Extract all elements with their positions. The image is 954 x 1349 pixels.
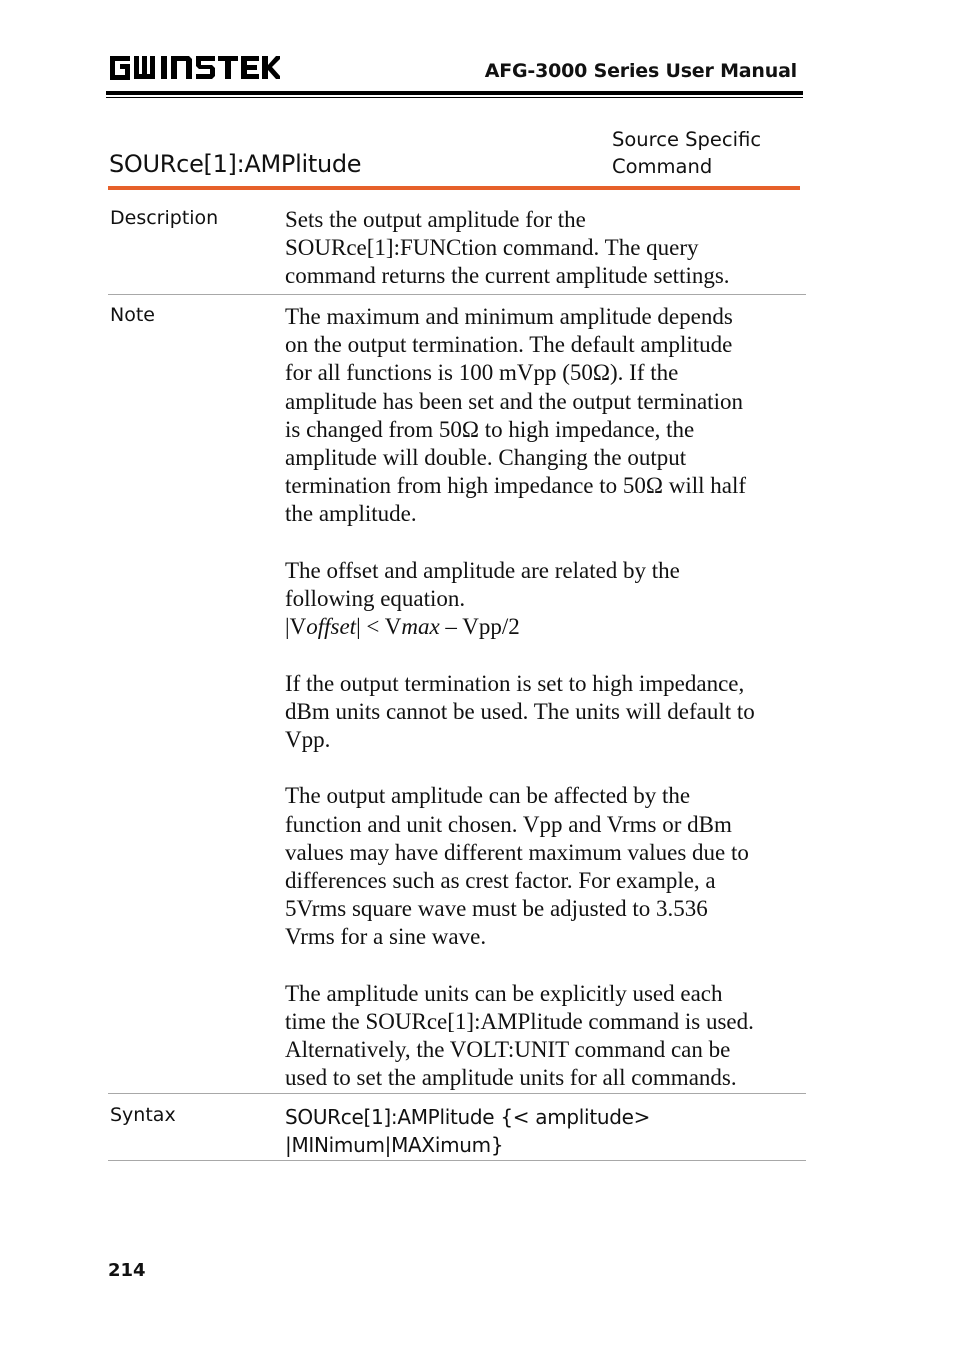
row-divider: [108, 294, 806, 295]
header-rule-thin: [106, 97, 803, 98]
note-line: 5Vrms square wave must be adjusted to 3.536: [285, 896, 708, 922]
title-accent-rule: [108, 186, 800, 190]
note-line: The maximum and minimum amplitude depends: [285, 304, 733, 329]
note-line: The offset and amplitude are related by the: [285, 557, 680, 583]
manual-title: AFG-3000 Series User Manual: [484, 60, 797, 82]
equation-part: – Vpp/2: [439, 614, 520, 640]
note-line: following equation.: [285, 586, 466, 612]
gw-instek-logo: [108, 52, 280, 84]
note-paragraph-2: [285, 557, 805, 642]
syntax-line: SOURce[1]:AMPlitude {< amplitude>: [285, 1105, 651, 1129]
note-line: Vpp.: [285, 727, 331, 753]
note-line: dBm units cannot be used. The units will default to: [285, 698, 755, 724]
note-label: Note: [110, 304, 155, 326]
note-line: used to set the amplitude units for all commands.: [285, 1065, 737, 1091]
equation-part: | < V: [356, 614, 402, 640]
note-line: amplitude has been set and the output termination: [285, 388, 743, 414]
description-line: command returns the current amplitude settings.: [285, 263, 730, 289]
note-line: Alternatively, the VOLT:UNIT command can be: [285, 1037, 731, 1063]
header-rule: [106, 91, 803, 95]
note-line: If the output termination is set to high impedance,: [285, 670, 745, 696]
note-line: Vrms for a sine wave.: [285, 924, 487, 950]
page-number: 214: [108, 1260, 146, 1281]
syntax-line: |MINimum|MAXimum}: [285, 1133, 504, 1157]
note-paragraph-5: [285, 980, 805, 1093]
row-divider: [108, 1093, 806, 1094]
command-category: Source Specific Command: [612, 128, 762, 178]
note-line: termination from high impedance to 50Ω will half: [285, 473, 747, 499]
description-text: [285, 206, 805, 291]
note-line: The amplitude units can be explicitly used each: [285, 980, 723, 1006]
syntax-text: [285, 1103, 650, 1159]
command-title: SOURce[1]:AMPlitude: [109, 150, 362, 178]
description-label: Description: [110, 207, 219, 229]
note-paragraph-3: [285, 670, 805, 755]
note-text: [285, 303, 805, 1093]
description-line: Sets the output amplitude for the: [285, 207, 586, 232]
equation-part: |V: [285, 614, 307, 640]
offset-equation: [285, 613, 805, 641]
syntax-label: Syntax: [110, 1104, 176, 1126]
note-line: time the SOURce[1]:AMPlitude command is used.: [285, 1009, 754, 1035]
row-divider: [108, 1160, 806, 1161]
note-line: function and unit chosen. Vpp and Vrms or dBm: [285, 811, 732, 837]
note-line: differences such as crest factor. For example, a: [285, 868, 716, 894]
equation-max: max: [401, 614, 440, 640]
note-line: amplitude will double. Changing the output: [285, 445, 687, 471]
logo-text: GW INSTEK: [108, 52, 114, 53]
note-line: the amplitude.: [285, 501, 417, 527]
description-line: SOURce[1]:FUNCtion command. The query: [285, 235, 699, 261]
note-line: values may have different maximum values due to: [285, 839, 749, 865]
note-paragraph-1: [285, 303, 805, 529]
note-line: is changed from 50Ω to high impedance, the: [285, 416, 695, 442]
note-line: for all functions is 100 mVpp (50Ω). If the: [285, 360, 679, 386]
note-paragraph-4: [285, 782, 805, 951]
note-line: The output amplitude can be affected by the: [285, 783, 691, 809]
note-line: on the output termination. The default amplitude: [285, 332, 733, 358]
equation-offset: offset: [306, 614, 357, 640]
